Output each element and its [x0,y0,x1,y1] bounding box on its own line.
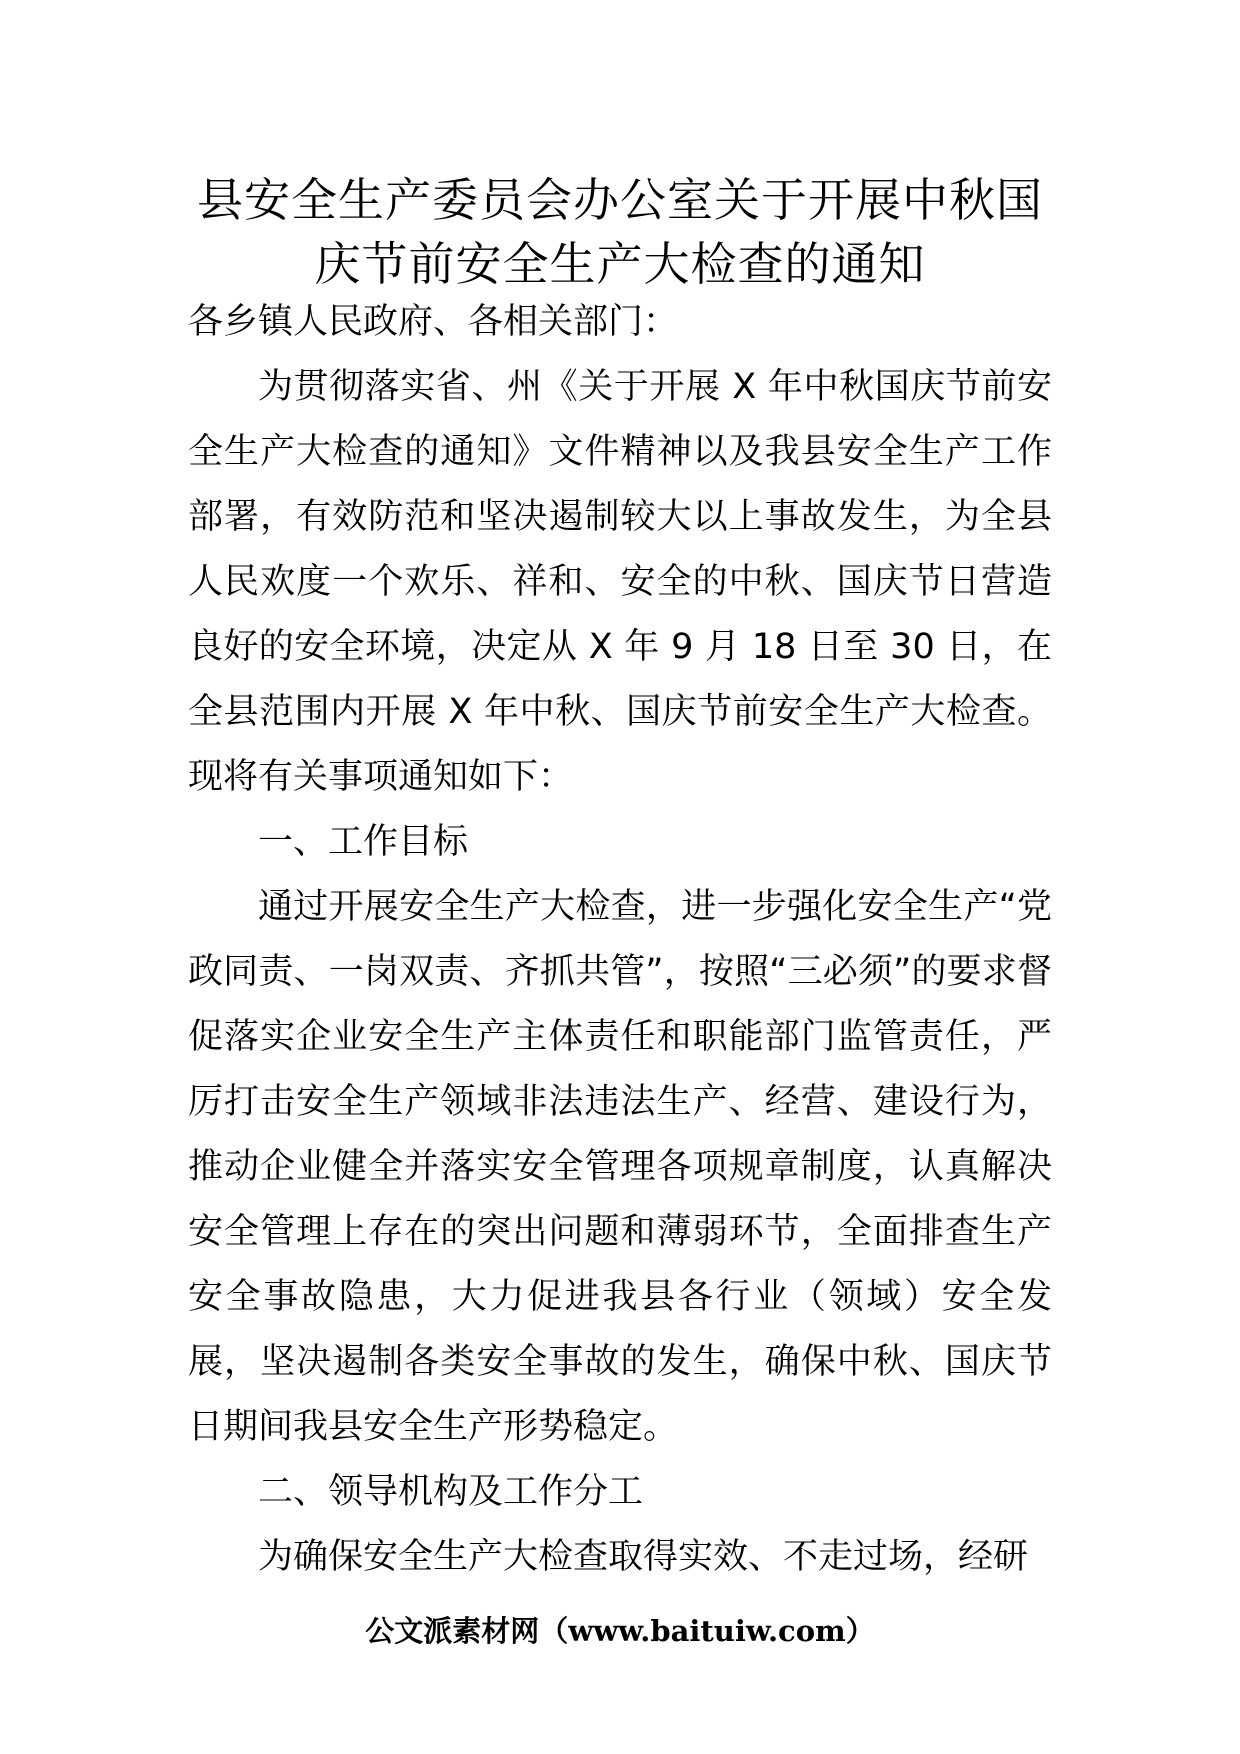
title-line-1: 县安全生产委员会办公室关于开展中秋国 [197,173,1043,227]
salutation: 各乡镇人民政府、各相关部门： [188,302,679,342]
document-body [188,290,1052,1590]
footer-source: 公文派素材网（www.baituiw.com） [365,1614,875,1648]
document-title [150,168,1090,296]
title-line-2: 庆节前安全生产大检查的通知 [314,237,926,291]
section-heading-work-goals: 一、工作目标 [258,822,469,862]
paragraph-work-goals: 通过开展安全生产大检查，进一步强化安全生产“党政同责、一岗双责、齐抓共管”，按照“三必须”的要求督促落实企业安全生产主体责任和职能部门监管责任，严厉打击安全生产领域非法违法生产、经营、建设行为，推动企业健全并落实安全管理各项规章制度，认真解决安全管理上存在的突出问题和薄弱环节，全面排查生产安全事故隐患，大力促进我县各行业（领域）安全发展，坚决遏制各类安全事故的发生，确保中秋、国庆节日期间我县安全生产形势稳定。 [188,887,1052,1447]
paragraph-leadership: 为确保安全生产大检查取得实效、不走过场，经研 [258,1537,1029,1577]
paragraph-intro: 为贯彻落实省、州《关于开展 X 年中秋国庆节前安全生产大检查的通知》文件精神以及我县安全生产工作部署，有效防范和坚决遏制较大以上事故发生，为全县人民欢度一个欢乐、祥和、安全的中秋、国庆节日营造良好的安全环境，决定从 X 年 9 月 18 日至 30 日，在全县范围内开展 X 年中秋、国庆节前安全生产大检查。现将有关事项通知如下： [188,367,1052,797]
section-heading-leadership: 二、领导机构及工作分工 [258,1472,644,1512]
